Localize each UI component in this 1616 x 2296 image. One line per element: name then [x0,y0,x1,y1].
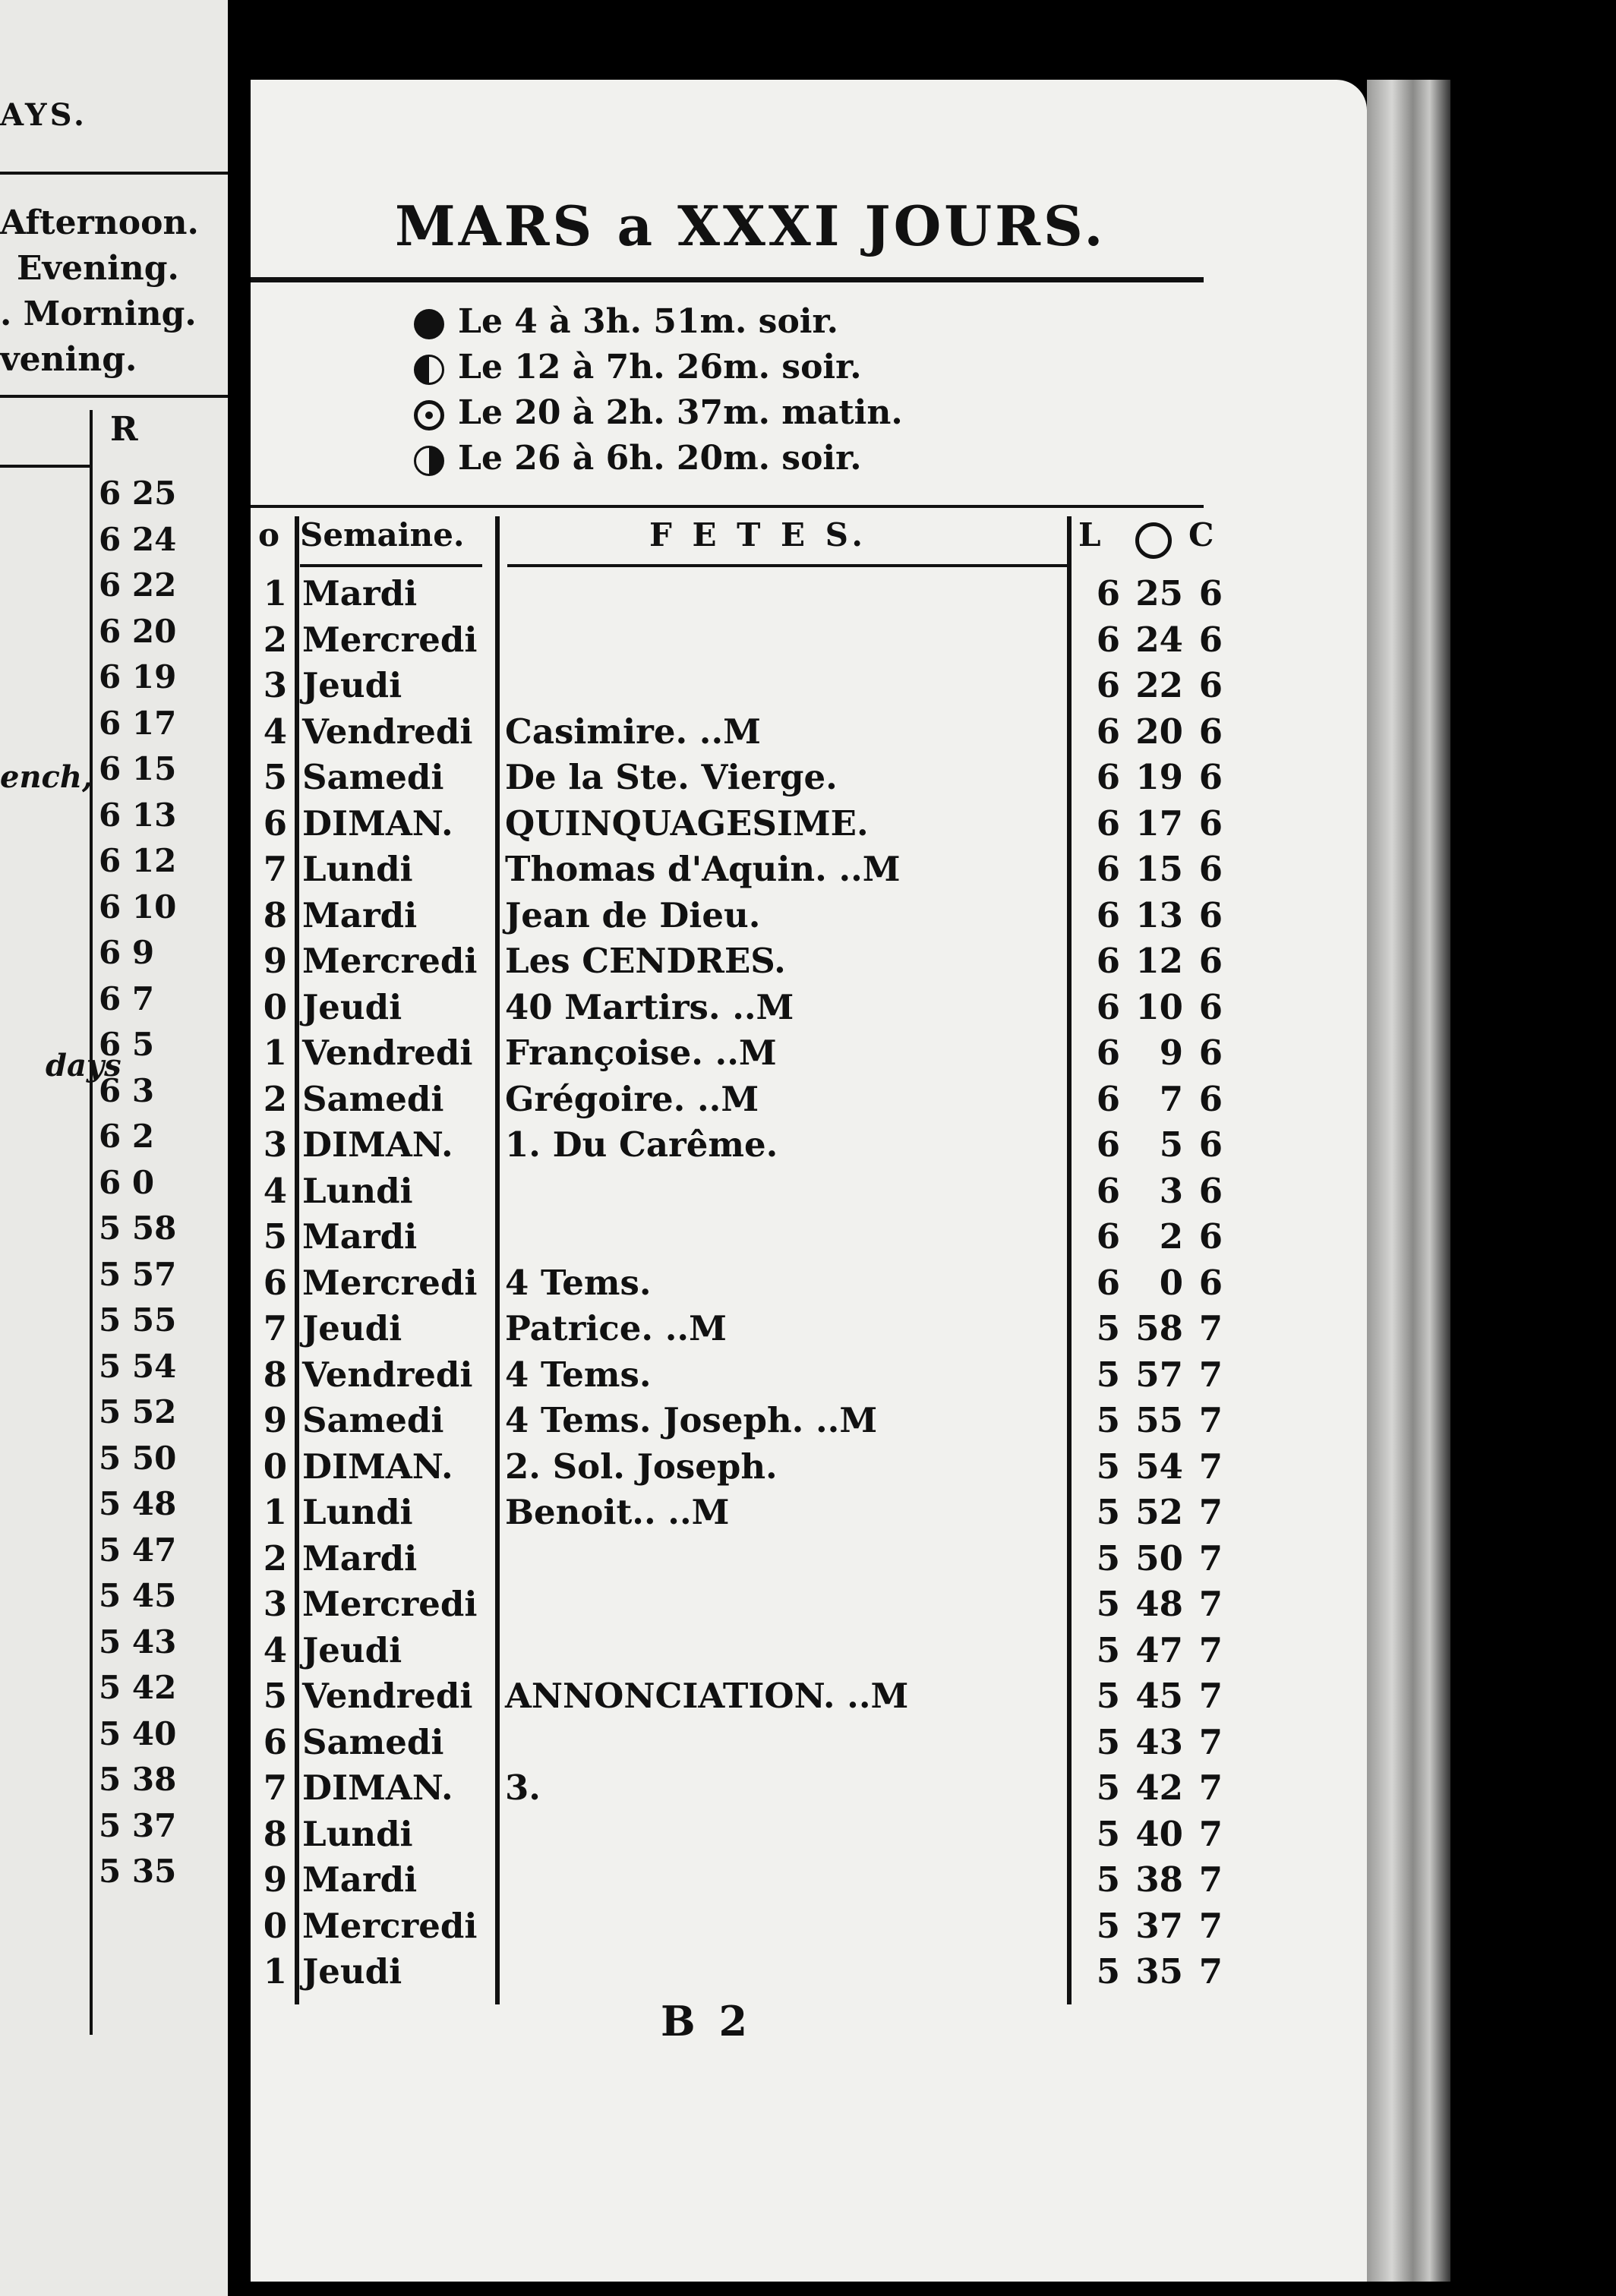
left-time-value: 5 43 [99,1623,177,1660]
sunset-hour: 7 [1198,1951,1223,1992]
title-rule [251,277,1204,282]
weekday-name: Samedi [302,757,444,797]
sunrise-minute: 20 [1135,711,1183,752]
fete-name: Casimire. ..M [505,711,761,752]
day-number: 4 [263,711,287,752]
table-row [0,1398,1616,1444]
left-line-1: Afternoon. [0,203,199,242]
sunset-hour: 7 [1198,1629,1223,1670]
fete-name: 4 Tems. [505,1354,652,1395]
moon-phase-row [414,393,903,432]
left-time-value: 6 19 [99,658,177,695]
sunset-hour: 6 [1198,757,1223,797]
sunset-hour: 7 [1198,1813,1223,1854]
table-row [0,1857,1616,1903]
sunrise-minute: 47 [1135,1629,1183,1670]
weekday-name: DIMAN. [302,803,453,844]
left-time-value: 6 25 [99,475,177,512]
sunrise-minute: 58 [1135,1308,1183,1348]
sunset-hour: 7 [1198,1768,1223,1808]
sunrise-hour: 5 [1096,1721,1120,1762]
left-col-header: R [110,410,138,449]
day-number: 5 [263,1676,287,1716]
day-number: 7 [263,1768,287,1808]
sunset-hour: 7 [1198,1354,1223,1395]
sunrise-hour: 6 [1096,803,1120,844]
weekday-name: Jeudi [302,1308,402,1348]
sunrise-minute: 45 [1135,1676,1183,1716]
signature-mark: B 2 [661,1997,753,2045]
sunrise-minute: 22 [1135,665,1183,705]
day-number: 6 [263,1262,287,1303]
sunrise-minute: 48 [1135,1584,1183,1624]
left-page-rule-3 [0,465,91,468]
sunrise-minute: 38 [1135,1859,1183,1900]
fete-name: Les CENDRES. [505,941,786,981]
left-time-value: 6 13 [99,796,177,834]
sunrise-hour: 6 [1096,1033,1120,1073]
table-row [0,1122,1616,1168]
sunrise-minute: 35 [1135,1951,1183,1992]
fete-name: 4 Tems. [505,1262,652,1303]
sunrise-hour: 5 [1096,1354,1120,1395]
sunrise-hour: 6 [1096,1262,1120,1303]
sunrise-hour: 5 [1096,1308,1120,1348]
left-time-value: 5 40 [99,1714,177,1752]
sunrise-minute: 15 [1135,849,1183,889]
table-row [0,1260,1616,1307]
sunrise-minute: 12 [1135,941,1183,981]
sunrise-hour: 6 [1096,711,1120,752]
sunrise-hour: 6 [1096,665,1120,705]
weekday-name: Samedi [302,1078,444,1119]
weekday-name: Mercredi [302,1905,478,1946]
sunrise-minute: 55 [1135,1400,1183,1440]
day-number: 4 [263,1170,287,1211]
sunset-hour: 6 [1198,1078,1223,1119]
weekday-name: Samedi [302,1400,444,1440]
fete-name: 2. Sol. Joseph. [505,1446,778,1487]
weekday-name: Mardi [302,1538,418,1578]
sunrise-minute: 9 [1159,1033,1183,1073]
table-row [0,1306,1616,1352]
weekday-name: Mercredi [302,619,478,660]
table-row [0,1673,1616,1720]
moon-phase-row [414,439,862,478]
weekday-name: DIMAN. [302,1446,453,1487]
sunrise-minute: 13 [1135,894,1183,935]
left-time-value: 6 24 [99,520,177,558]
sunrise-hour: 6 [1096,941,1120,981]
sunset-hour: 7 [1198,1676,1223,1716]
left-line-3: . Morning. [0,295,197,333]
left-time-value: 6 12 [99,842,177,879]
table-row [0,847,1616,893]
left-time-value: 6 15 [99,750,177,787]
table-row [0,1949,1616,1995]
weekday-name: DIMAN. [302,1768,453,1808]
weekday-name: Vendredi [302,1033,473,1073]
sunrise-minute: 10 [1135,986,1183,1027]
weekday-name: Jeudi [302,1629,402,1670]
table-row [0,617,1616,664]
weekday-name: Vendredi [302,1354,473,1395]
fete-name: ANNONCIATION. ..M [505,1676,909,1716]
fete-name: De la Ste. Vierge. [505,757,838,797]
left-time-value: 6 22 [99,566,177,604]
day-number: 0 [263,1446,287,1487]
weekday-name: Vendredi [302,711,473,752]
sunset-hour: 6 [1198,986,1223,1027]
day-number: 8 [263,894,287,935]
moon-phase-text: Le 4 à 3h. 51m. soir. [458,302,838,341]
fete-name: 4 Tems. Joseph. ..M [505,1400,878,1440]
moon-phase-row [414,302,838,341]
table-row [0,893,1616,939]
weekday-name: Lundi [302,1170,413,1211]
left-time-value: 5 35 [99,1853,177,1890]
day-number: 3 [263,665,287,705]
sunrise-minute: 19 [1135,757,1183,797]
left-side-label-2: days [46,1048,122,1083]
sunrise-minute: 37 [1135,1905,1183,1946]
weekday-name: Jeudi [302,986,402,1027]
header-rule [251,505,1204,508]
sunset-hour: 6 [1198,894,1223,935]
full-moon-icon [414,400,444,430]
left-time-value: 6 10 [99,888,177,926]
day-number: 5 [263,757,287,797]
coucher-column-header: C [1188,516,1214,554]
table-row [0,755,1616,801]
sunset-hour: 6 [1198,665,1223,705]
day-number: 4 [263,1629,287,1670]
left-line-2: Evening. [17,249,179,288]
table-row [0,1214,1616,1260]
weekday-name: Mardi [302,1216,418,1257]
sunrise-minute: 24 [1135,619,1183,660]
sunrise-hour: 6 [1096,1216,1120,1257]
left-page-header: AYS. [0,97,87,133]
day-number: 0 [263,1905,287,1946]
sunrise-minute: 3 [1159,1170,1183,1211]
sunrise-minute: 54 [1135,1446,1183,1487]
sunset-hour: 6 [1198,941,1223,981]
sunrise-hour: 5 [1096,1584,1120,1624]
sunrise-minute: 40 [1135,1813,1183,1854]
left-time-value: 5 47 [99,1531,177,1569]
new-moon-icon [414,309,444,339]
week-column-header: Semaine. [300,516,465,554]
sunrise-minute: 2 [1159,1216,1183,1257]
weekday-name: DIMAN. [302,1124,453,1165]
sunrise-hour: 6 [1096,986,1120,1027]
table-row [0,985,1616,1031]
fetes-header-rule [507,564,1069,567]
table-row [0,1765,1616,1812]
weekday-name: Lundi [302,1813,413,1854]
sunset-hour: 7 [1198,1859,1223,1900]
left-time-value: 5 37 [99,1806,177,1844]
sunrise-hour: 6 [1096,1124,1120,1165]
table-row [0,1077,1616,1123]
fete-name: Benoit.. ..M [505,1492,730,1532]
sunrise-hour: 6 [1096,757,1120,797]
table-row [0,1352,1616,1399]
sunrise-minute: 42 [1135,1768,1183,1808]
sunset-hour: 6 [1198,1124,1223,1165]
left-side-label-1: ench, [0,759,93,795]
table-row [0,1536,1616,1582]
table-row [0,1444,1616,1490]
table-row [0,709,1616,755]
weekday-name: Jeudi [302,665,402,705]
sunrise-hour: 5 [1096,1629,1120,1670]
table-row [0,1812,1616,1858]
weekday-name: Lundi [302,849,413,889]
table-row [0,663,1616,709]
sunset-hour: 7 [1198,1400,1223,1440]
weekday-name: Mercredi [302,1262,478,1303]
left-time-value: 5 48 [99,1485,177,1522]
left-time-value: 5 58 [99,1210,177,1247]
sunrise-hour: 6 [1096,849,1120,889]
sunrise-hour: 6 [1096,1170,1120,1211]
table-row [0,1490,1616,1536]
left-line-4: vening. [0,340,137,379]
sunrise-minute: 25 [1135,573,1183,613]
day-number: 2 [263,1078,287,1119]
day-number: 1 [263,573,287,613]
day-number: 2 [263,1538,287,1578]
fete-name: 3. [505,1768,541,1808]
day-number: 2 [263,619,287,660]
day-number: 6 [263,1721,287,1762]
sun-icon [1135,522,1172,559]
day-number: 3 [263,1124,287,1165]
left-time-value: 5 57 [99,1255,177,1293]
day-number: 8 [263,1813,287,1854]
fete-name: QUINQUAGESIME. [505,803,869,844]
sunset-hour: 6 [1198,573,1223,613]
sunrise-hour: 5 [1096,1446,1120,1487]
sunrise-hour: 5 [1096,1768,1120,1808]
left-time-value: 6 7 [99,979,155,1017]
left-time-value: 5 50 [99,1439,177,1477]
weekday-name: Mardi [302,894,418,935]
day-column-header: o [258,516,280,554]
day-number: 1 [263,1033,287,1073]
table-row [0,571,1616,617]
sunrise-hour: 6 [1096,619,1120,660]
table-row [0,1720,1616,1766]
left-time-value: 5 45 [99,1577,177,1614]
weekday-name: Jeudi [302,1951,402,1992]
sunrise-hour: 5 [1096,1813,1120,1854]
week-header-rule [300,564,482,567]
sunrise-hour: 5 [1096,1492,1120,1532]
left-time-value: 6 3 [99,1071,155,1109]
sunset-hour: 7 [1198,1538,1223,1578]
sunset-hour: 6 [1198,849,1223,889]
sunrise-hour: 6 [1096,1078,1120,1119]
sunrise-hour: 5 [1096,1951,1120,1992]
weekday-name: Samedi [302,1721,444,1762]
table-row [0,1168,1616,1215]
left-time-value: 6 20 [99,612,177,650]
last-quarter-icon [414,446,444,476]
sunrise-hour: 5 [1096,1400,1120,1440]
table-row [0,1030,1616,1077]
left-time-value: 6 9 [99,934,155,971]
left-page-rule [0,172,228,175]
weekday-name: Vendredi [302,1676,473,1716]
sunrise-hour: 5 [1096,1676,1120,1716]
sunset-hour: 6 [1198,1170,1223,1211]
sunset-hour: 7 [1198,1492,1223,1532]
sunrise-hour: 6 [1096,573,1120,613]
fetes-column-header: F E T E S. [649,516,868,554]
moon-phase-row [414,348,862,386]
fete-name: Grégoire. ..M [505,1078,759,1119]
sunset-hour: 6 [1198,1262,1223,1303]
weekday-name: Mercredi [302,1584,478,1624]
day-number: 8 [263,1354,287,1395]
day-number: 7 [263,1308,287,1348]
sunrise-minute: 7 [1159,1078,1183,1119]
sunset-hour: 7 [1198,1308,1223,1348]
sunset-hour: 7 [1198,1446,1223,1487]
day-number: 9 [263,1859,287,1900]
table-row [0,1628,1616,1674]
sunset-hour: 7 [1198,1584,1223,1624]
page-title: MARS a XXXI JOURS. [395,194,1106,258]
moon-phase-text: Le 26 à 6h. 20m. soir. [458,439,862,478]
left-time-value: 6 17 [99,704,177,742]
sunrise-minute: 17 [1135,803,1183,844]
weekday-name: Lundi [302,1492,413,1532]
table-row [0,938,1616,985]
sunset-hour: 7 [1198,1905,1223,1946]
sunset-hour: 6 [1198,711,1223,752]
moon-phase-text: Le 12 à 7h. 26m. soir. [458,348,862,386]
weekday-name: Mardi [302,1859,418,1900]
sunrise-hour: 5 [1096,1538,1120,1578]
fete-name: Thomas d'Aquin. ..M [505,849,901,889]
left-page-rule-2 [0,395,228,398]
fete-name: Françoise. ..M [505,1033,777,1073]
fete-name: 40 Martirs. ..M [505,986,794,1027]
left-time-value: 5 42 [99,1669,177,1706]
day-number: 9 [263,1400,287,1440]
table-row [0,1903,1616,1950]
weekday-name: Mercredi [302,941,478,981]
sunset-hour: 6 [1198,1033,1223,1073]
lever-column-header: L [1078,516,1101,554]
sunrise-minute: 52 [1135,1492,1183,1532]
sunrise-minute: 50 [1135,1538,1183,1578]
day-number: 1 [263,1492,287,1532]
sunrise-hour: 5 [1096,1859,1120,1900]
sunset-hour: 6 [1198,619,1223,660]
table-row [0,1582,1616,1628]
sunrise-hour: 5 [1096,1905,1120,1946]
sunset-hour: 7 [1198,1721,1223,1762]
left-time-value: 6 0 [99,1163,155,1201]
day-number: 6 [263,803,287,844]
left-time-value: 5 38 [99,1761,177,1798]
fete-name: Jean de Dieu. [505,894,761,935]
day-number: 9 [263,941,287,981]
sunrise-minute: 57 [1135,1354,1183,1395]
left-time-value: 5 55 [99,1301,177,1339]
fete-name: 1. Du Carême. [505,1124,778,1165]
moon-phase-text: Le 20 à 2h. 37m. matin. [458,393,903,432]
sunrise-minute: 0 [1159,1262,1183,1303]
day-number: 0 [263,986,287,1027]
left-time-value: 6 5 [99,1026,155,1063]
left-time-value: 6 2 [99,1118,155,1155]
day-number: 1 [263,1951,287,1992]
day-number: 5 [263,1216,287,1257]
sunrise-hour: 6 [1096,894,1120,935]
sunset-hour: 6 [1198,1216,1223,1257]
day-number: 7 [263,849,287,889]
sunrise-minute: 5 [1159,1124,1183,1165]
fete-name: Patrice. ..M [505,1308,727,1348]
weekday-name: Mardi [302,573,418,613]
table-row [0,801,1616,847]
first-quarter-icon [414,355,444,385]
left-time-value: 5 52 [99,1393,177,1430]
sunrise-minute: 43 [1135,1721,1183,1762]
day-number: 3 [263,1584,287,1624]
left-time-value: 5 54 [99,1347,177,1385]
sunset-hour: 6 [1198,803,1223,844]
